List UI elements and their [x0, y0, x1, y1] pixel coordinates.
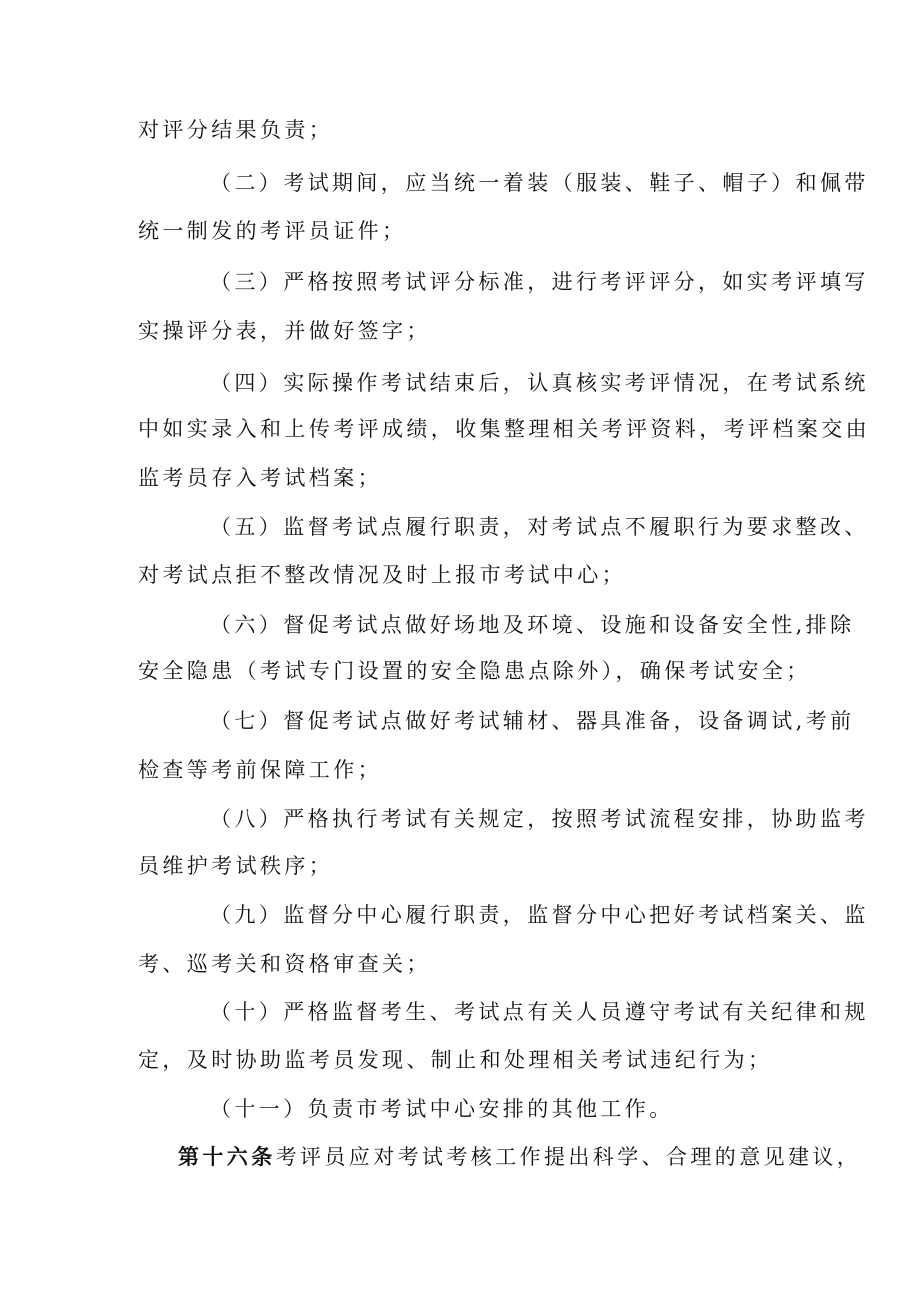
text-line: 安全隐患（考试专门设置的安全隐患点除外），确保考试安全； [138, 659, 811, 683]
article-heading: 第十六条 [178, 1144, 276, 1169]
text-line: 检查等考前保障工作； [138, 758, 382, 782]
text-line: （九）监督分中心履行职责，监督分中心把好考试档案关、监 [210, 903, 869, 927]
text-line: （五）监督考试点履行职责，对考试点不履职行为要求整改、 [210, 515, 869, 539]
text-line: 监考员存入考试档案； [138, 466, 382, 490]
text-line: （六）督促考试点做好场地及环境、设施和设备安全性,排除 [210, 613, 855, 637]
text-line: （二）考试期间，应当统一着装（服装、鞋子、帽子）和佩带 [210, 171, 869, 195]
text-line: 实操评分表，并做好签字； [138, 319, 431, 343]
text-line: （八）严格执行考试有关规定，按照考试流程安排，协助监考 [210, 807, 869, 831]
text-line: （三）严格按照考试评分标准，进行考评评分，如实考评填写 [210, 270, 869, 294]
text-line: 中如实录入和上传考评成绩，收集整理相关考评资料，考评档案交由 [138, 417, 870, 441]
text-line: （四）实际操作考试结束后，认真核实考评情况，在考试系统 [210, 371, 869, 395]
article-text: 考评员应对考试考核工作提出科学、合理的意见建议， [275, 1145, 862, 1169]
text-line: （十一）负责市考试中心安排的其他工作。 [210, 1097, 674, 1121]
text-line: 员维护考试秩序； [138, 854, 334, 878]
text-line: 定，及时协助监考员发现、制止和处理相关考试违纪行为； [138, 1048, 773, 1072]
article-line [178, 1142, 861, 1172]
text-line: 考、巡考关和资格审查关； [138, 952, 431, 976]
text-line: （十）严格监督考生、考试点有关人员遵守考试有关纪律和规 [210, 1000, 869, 1024]
text-line: 统一制发的考评员证件； [138, 219, 407, 243]
text-line: 对评分结果负责； [138, 118, 334, 142]
text-line: 对考试点拒不整改情况及时上报市考试中心； [138, 563, 626, 587]
text-line: （七）督促考试点做好考试辅材、器具准备，设备调试,考前 [210, 709, 855, 733]
